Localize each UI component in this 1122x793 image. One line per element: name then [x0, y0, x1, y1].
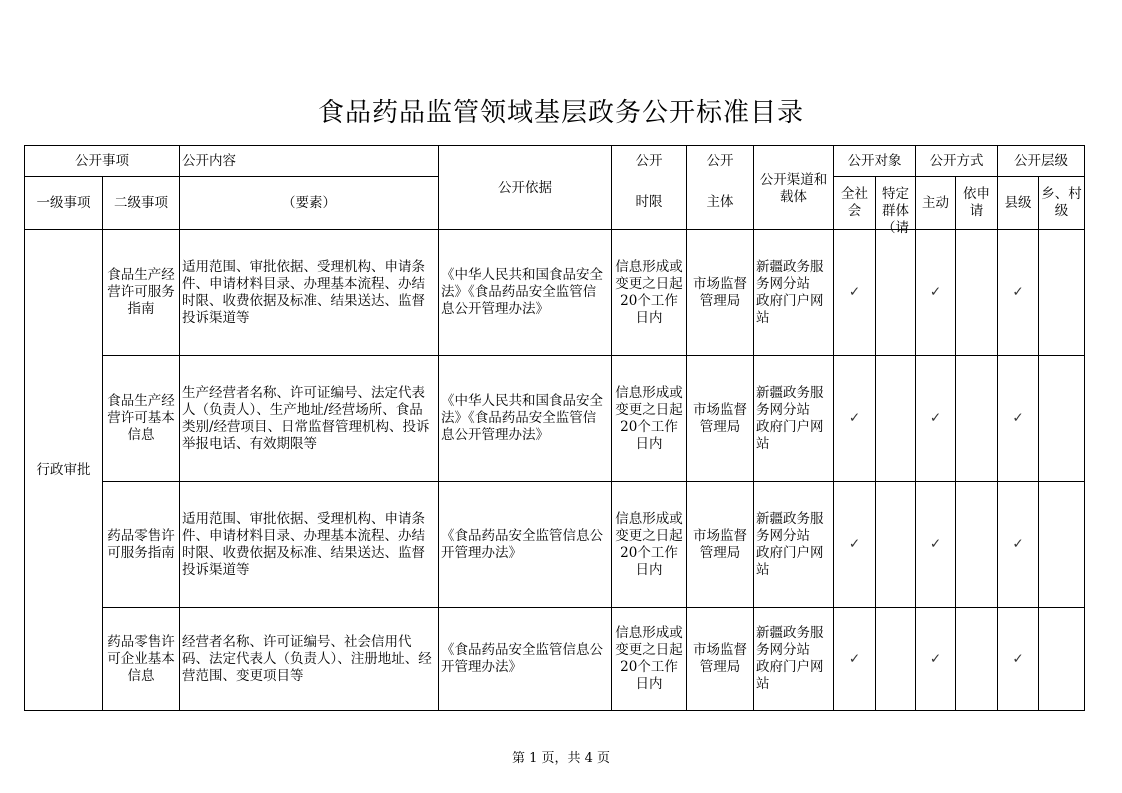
check-county: ✓	[998, 356, 1039, 482]
page-title: 食品药品监管领域基层政务公开标准目录	[317, 98, 804, 128]
empty-cell	[876, 230, 916, 356]
check-active: ✓	[916, 230, 956, 356]
header-time-top: 公开	[612, 146, 687, 177]
header-elements: （要素）	[180, 177, 439, 230]
header-subject-bottom: 主体	[687, 177, 754, 230]
time-cell: 信息形成或变更之日起20个工作日内	[612, 608, 687, 711]
level2-cell: 食品生产经营许可服务指南	[103, 230, 180, 356]
channel-cell	[754, 608, 834, 711]
check-public-all: ✓	[834, 230, 876, 356]
header-row-1	[25, 146, 1085, 177]
channel-item: 新疆政务服务网分站	[756, 625, 824, 658]
level2-cell: 食品生产经营许可基本信息	[103, 356, 180, 482]
channel-item: 政府门户网站	[756, 292, 824, 326]
channel-cell	[754, 482, 834, 608]
channel-item: 新疆政务服务网分站	[756, 258, 824, 292]
empty-cell	[956, 608, 998, 711]
empty-cell	[956, 356, 998, 482]
header-method: 公开方式	[916, 146, 998, 177]
channel-cell	[754, 356, 834, 482]
time-cell: 信息形成或变更之日起20个工作日内	[612, 356, 687, 482]
check-active: ✓	[916, 356, 956, 482]
table-row	[25, 608, 1085, 711]
header-basis: 公开依据	[439, 146, 612, 230]
header-level1: 一级事项	[25, 177, 103, 230]
content-cell: 经营者名称、许可证编号、社会信用代码、法定代表人（负责人）、注册地址、经营范围、变更项目等	[180, 608, 439, 711]
table-row	[25, 230, 1085, 356]
header-level2: 二级事项	[103, 177, 180, 230]
subject-cell: 市场监督管理局	[687, 482, 754, 608]
channel-item: 新疆政务服务网分站	[756, 384, 824, 418]
header-public-all: 全社会	[834, 177, 876, 230]
empty-cell	[876, 356, 916, 482]
basis-cell: 《食品药品安全监管信息公开管理办法》	[439, 482, 612, 608]
header-target: 公开对象	[834, 146, 916, 177]
check-county: ✓	[998, 482, 1039, 608]
time-cell: 信息形成或变更之日起20个工作日内	[612, 482, 687, 608]
subject-cell: 市场监督管理局	[687, 608, 754, 711]
header-channel: 公开渠道和载体	[754, 146, 834, 230]
content-cell: 适用范围、审批依据、受理机构、申请条件、申请材料目录、办理基本流程、办结时限、收费依据及标准、结果送达、监督投诉渠道等	[180, 230, 439, 356]
level2-cell: 药品零售许可企业基本信息	[103, 608, 180, 711]
subject-cell: 市场监督管理局	[687, 356, 754, 482]
header-subject-top: 公开	[687, 146, 754, 177]
check-active: ✓	[916, 482, 956, 608]
time-cell: 信息形成或变更之日起20个工作日内	[612, 230, 687, 356]
header-village: 乡、村级	[1039, 177, 1085, 230]
basis-cell: 《中华人民共和国食品安全法》《食品药品安全监管信息公开管理办法》	[439, 356, 612, 482]
header-content: 公开内容	[180, 146, 439, 177]
check-public-all: ✓	[834, 608, 876, 711]
page-footer: 第 1 页，共 4 页	[511, 751, 611, 766]
check-county: ✓	[998, 230, 1039, 356]
header-active: 主动	[916, 177, 956, 230]
empty-cell	[1039, 608, 1085, 711]
empty-cell	[956, 230, 998, 356]
basis-cell: 《中华人民共和国食品安全法》《食品药品安全监管信息公开管理办法》	[439, 230, 612, 356]
subject-cell: 市场监督管理局	[687, 230, 754, 356]
channel-cell	[754, 230, 834, 356]
table-row	[25, 482, 1085, 608]
check-public-all: ✓	[834, 482, 876, 608]
header-specific-group	[876, 177, 916, 236]
header-specific-group-text: 特定群体（请	[882, 186, 909, 236]
header-level: 公开层级	[998, 146, 1085, 177]
table-row	[25, 356, 1085, 482]
header-time-bottom: 时限	[612, 177, 687, 230]
check-public-all: ✓	[834, 356, 876, 482]
check-county: ✓	[998, 608, 1039, 711]
empty-cell	[1039, 482, 1085, 608]
content-cell: 适用范围、审批依据、受理机构、申请条件、申请材料目录、办理基本流程、办结时限、收费依据及标准、结果送达、监督投诉渠道等	[180, 482, 439, 608]
channel-item: 新疆政务服务网分站	[756, 510, 824, 544]
content-cell: 生产经营者名称、许可证编号、法定代表人（负责人）、生产地址/经营场所、食品类别/经营项目、日常监督管理机构、投诉举报电话、有效期限等	[180, 356, 439, 482]
empty-cell	[1039, 356, 1085, 482]
level1-cell: 行政审批	[25, 230, 103, 711]
header-matter: 公开事项	[25, 146, 180, 177]
empty-cell	[956, 482, 998, 608]
header-county: 县级	[998, 177, 1039, 230]
check-active: ✓	[916, 608, 956, 711]
channel-item: 政府门户网站	[756, 659, 824, 692]
empty-cell	[876, 608, 916, 711]
catalog-table	[24, 145, 1085, 711]
empty-cell	[1039, 230, 1085, 356]
channel-item: 政府门户网站	[756, 544, 824, 578]
empty-cell	[876, 482, 916, 608]
basis-cell: 《食品药品安全监管信息公开管理办法》	[439, 608, 612, 711]
level2-cell: 药品零售许可服务指南	[103, 482, 180, 608]
channel-item: 政府门户网站	[756, 418, 824, 452]
header-on-request: 依申请	[956, 177, 998, 230]
